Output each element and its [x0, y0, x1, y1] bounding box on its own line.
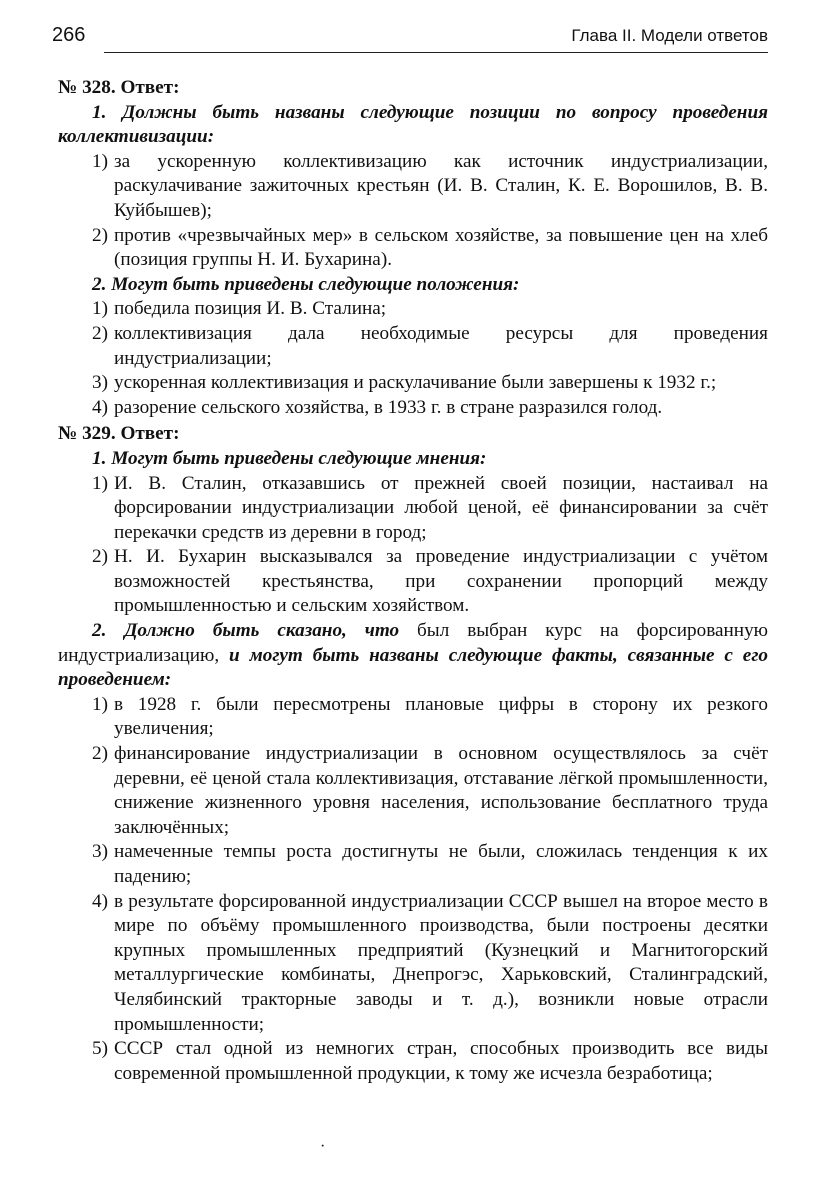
item-number: 1): [92, 150, 108, 172]
task-328-title: № 328. Ответ:: [58, 77, 180, 98]
item-number: 5): [92, 1038, 108, 1060]
item-number: 3): [92, 372, 108, 394]
item-number: 4): [92, 396, 108, 418]
task-329-title: № 329. Ответ:: [58, 423, 180, 445]
item-text: разорение сельского хозяйства, в 1933 г. в стране разразился голод.: [114, 396, 663, 418]
list-item: [58, 150, 768, 224]
task-329-part2-heading: [58, 619, 768, 693]
list-item: [58, 322, 768, 371]
page-header: [52, 22, 768, 54]
item-text: СССР стал одной из немногих стран, способных производить все виды современной промышленной продукции, к тому же исчезла безработица;: [114, 1038, 768, 1084]
item-number: 3): [92, 841, 108, 863]
list-item: [58, 396, 768, 421]
item-number: 2): [92, 322, 108, 344]
item-text: в результате форсированной индустриализации СССР вышел на второе место в мире по объёму промышленного производства, были построены десятки крупных промышленных предприятий (Кузнецкий и Магнитогорский металлургические комбинаты, Днепрогэс, Харьковский, Сталинградский, Челябинский тракторные заводы и т. д.), возникли новые отрасли промышленности;: [114, 890, 768, 1035]
list-item: [58, 472, 768, 546]
task-328-part2-list: [58, 297, 768, 420]
list-item: [58, 840, 768, 889]
task-328-part2-heading: 2. Могут быть приведены следующие положения:: [92, 273, 520, 295]
running-head: Глава II. Модели ответов: [571, 26, 768, 45]
item-text: в 1928 г. были пересмотрены плановые цифры в сторону их резкого увеличения;: [114, 693, 768, 740]
item-text: намеченные темпы роста достигнуты не были, сложилась тенденция к их падению;: [114, 841, 768, 887]
task-328-part1-list: [58, 150, 768, 273]
item-text: И. В. Сталин, отказавшись от прежней своей позиции, настаивал на форсировании индустриализации любой ценой, её финансировании за счёт перекачки средств из деревни в город;: [114, 472, 768, 543]
item-number: 2): [92, 224, 108, 246]
page-body: [58, 74, 768, 1086]
list-item: [58, 297, 768, 322]
page-number: 266: [52, 24, 86, 46]
item-number: 2): [92, 743, 108, 765]
task-329-part1-heading: 1. Могут быть приведены следующие мнения:: [92, 447, 487, 469]
item-text: против «чрезвычайных мер» в сельском хозяйстве, за повышение цен на хлеб (позиция группы Н. И. Бухарина).: [114, 224, 768, 271]
item-number: 1): [92, 693, 108, 715]
list-item: [58, 1037, 768, 1086]
list-item: [58, 742, 768, 840]
item-text: победила позиция И. В. Сталина;: [114, 298, 387, 320]
task-329-part1-list: [58, 472, 768, 620]
list-item: [58, 693, 768, 742]
list-item: [58, 224, 768, 273]
item-text: коллективизация дала необходимые ресурсы для проведения индустриализации;: [114, 322, 768, 369]
footer-mark: ·: [320, 1138, 326, 1155]
plain-text: был выбран курс на форсированную индустриализацию,: [58, 620, 769, 666]
item-text: Н. И. Бухарин высказывался за проведение индустриализации с учётом возможностей крестьянства, при сохранении пропорций между промышленностью и сельским хозяйством.: [114, 546, 768, 617]
item-number: 4): [92, 890, 108, 912]
item-text: финансирование индустриализации в основном осуществлялось за счёт деревни, её ценой стала коллективизация, отставание лёгкой промышленности, снижение жизненного уровня населения, использование бесплатного труда заключённых;: [114, 743, 768, 838]
list-item: [58, 890, 768, 1038]
item-text: за ускоренную коллективизацию как источник индустриализации, раскулачивание зажиточных крестьян (И. В. Сталин, К. Е. Ворошилов, В. В. Куйбышев);: [114, 150, 768, 221]
item-number: 2): [92, 546, 108, 568]
list-item: [58, 371, 768, 396]
item-number: 1): [92, 472, 108, 494]
task-328-part1-heading: 1. Должны быть названы следующие позиции по вопросу проведения коллективизации:: [58, 101, 768, 148]
item-number: 1): [92, 298, 108, 320]
header-rule: [104, 52, 768, 53]
bold-tail: и могут быть названы следующие факты, связанные с его проведением:: [58, 644, 768, 691]
task-329-part2-list: [58, 693, 768, 1087]
item-text: ускоренная коллективизация и раскулачивание были завершены к 1932 г.;: [114, 372, 717, 394]
bold-lead: 2. Должно быть сказано, что: [92, 620, 400, 642]
list-item: [58, 545, 768, 619]
